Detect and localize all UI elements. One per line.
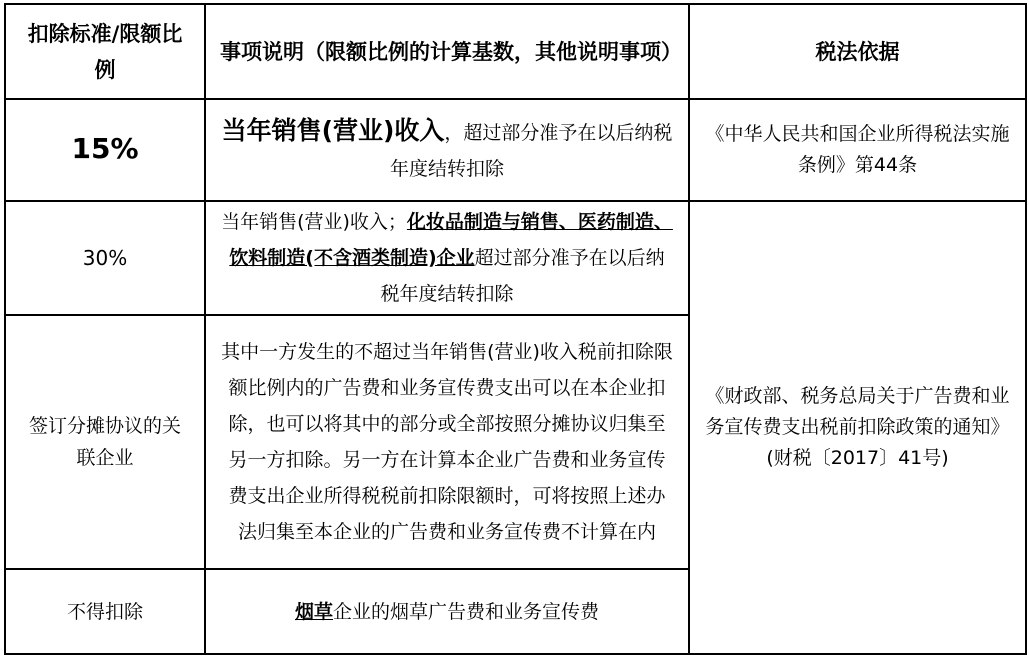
standard-value: 不得扣除: [66, 600, 143, 623]
description-emphasis: 烟草: [294, 600, 333, 623]
standard-cell: [5, 201, 205, 315]
header-legal-basis: 税法依据: [689, 4, 1026, 99]
table-row: [5, 99, 1026, 201]
description-cell: [205, 99, 689, 201]
standard-value: 签订分摊协议的关联企业: [28, 415, 181, 469]
table-row: [5, 201, 1026, 315]
standard-value: 15%: [71, 131, 139, 165]
description-text: 超过部分准予在以后纳税年度结转扣除: [380, 247, 665, 305]
legal-basis-cell: [689, 99, 1026, 201]
description-cell: [205, 315, 689, 569]
legal-basis-text: 《财政部、税务总局关于广告费和业务宣传费支出税前扣除政策的通知》(财税〔2017〕41号): [705, 385, 1010, 469]
description-text: 当年销售(营业)收入；: [221, 211, 407, 233]
legal-basis-cell: [689, 201, 1026, 654]
description-cell: [205, 569, 689, 654]
header-description: 事项说明（限额比例的计算基数，其他说明事项）: [205, 4, 689, 99]
description-text: ，超过部分准予在以后纳税年度结转扣除: [389, 122, 673, 180]
standard-cell: [5, 569, 205, 654]
header-standard: 扣除标准/限额比例: [5, 4, 205, 99]
description-emphasis: 化妆品制造与销售、医药制造、饮料制造(不含酒类制造)企业: [229, 211, 673, 269]
description-text: 其中一方发生的不超过当年销售(营业)收入税前扣除限额比例内的广告费和业务宣传费支出可以在本企业扣除，也可以将其中的部分或全部按照分摊协议归集至另一方扣除。另一方在计算本企业广告费和业务宣传费支出企业所得税税前扣除限额时，可将按照上述办法归集至本企业的广告费和业务宣传费不计算在内: [221, 341, 673, 543]
description-text: 企业的烟草广告费和业务宣传费: [333, 600, 600, 623]
deduction-rules-table: [4, 3, 1027, 655]
header-row: [5, 4, 1026, 99]
description-cell: [205, 201, 689, 315]
standard-cell: [5, 99, 205, 201]
standard-cell: [5, 315, 205, 569]
legal-basis-text: 《中华人民共和国企业所得税法实施条例》第44条: [705, 123, 1010, 176]
standard-value: 30%: [82, 245, 128, 270]
description-bold: 当年销售(营业)收入: [221, 116, 445, 145]
